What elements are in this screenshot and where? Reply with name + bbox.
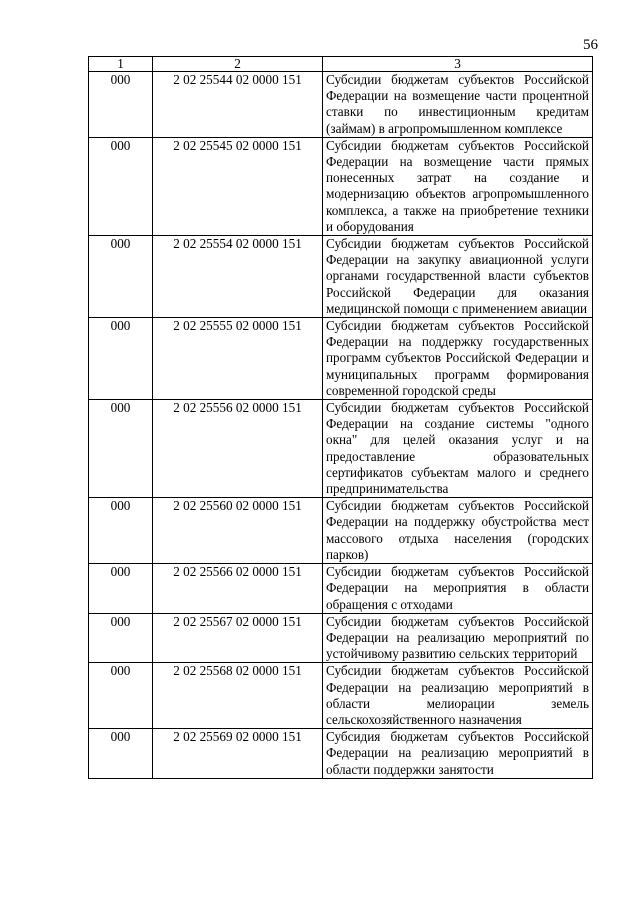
table-row <box>89 498 593 564</box>
budget-classification-table <box>88 56 593 779</box>
column-header-3: 3 <box>323 57 593 72</box>
description-cell: Субсидии бюджетам субъектов Российской Федерации на создание системы "одного окна" для целей оказания услуг и на предоставление образовательных сертификатов субъектам малого и среднего предпринимательства <box>323 400 593 498</box>
admin-code-cell: 000 <box>89 137 153 235</box>
table-row <box>89 663 593 729</box>
admin-code-cell: 000 <box>89 613 153 663</box>
description-cell: Субсидии бюджетам субъектов Российской Федерации на реализацию мероприятий в области мелиорации земель сельскохозяйственного назначения <box>323 663 593 729</box>
description-cell: Субсидия бюджетам субъектов Российской Федерации на реализацию мероприятий в области поддержки занятости <box>323 729 593 779</box>
income-code-cell: 2 02 25555 02 0000 151 <box>153 318 323 400</box>
table-header <box>89 57 593 72</box>
income-code-cell: 2 02 25568 02 0000 151 <box>153 663 323 729</box>
income-code-cell: 2 02 25560 02 0000 151 <box>153 498 323 564</box>
admin-code-cell: 000 <box>89 400 153 498</box>
table-row <box>89 729 593 779</box>
table-row <box>89 137 593 235</box>
description-cell: Субсидии бюджетам субъектов Российской Федерации на поддержку обустройства мест массового отдыха населения (городских парков) <box>323 498 593 564</box>
admin-code-cell: 000 <box>89 236 153 318</box>
admin-code-cell: 000 <box>89 663 153 729</box>
income-code-cell: 2 02 25556 02 0000 151 <box>153 400 323 498</box>
admin-code-cell: 000 <box>89 498 153 564</box>
income-code-cell: 2 02 25567 02 0000 151 <box>153 613 323 663</box>
admin-code-cell: 000 <box>89 729 153 779</box>
income-code-cell: 2 02 25566 02 0000 151 <box>153 564 323 614</box>
description-cell: Субсидии бюджетам субъектов Российской Федерации на возмещение части прямых понесенных затрат на создание и модернизацию объектов агропромышленного комплекса, а также на приобретение техники и оборудования <box>323 137 593 235</box>
description-cell: Субсидии бюджетам субъектов Российской Федерации на мероприятия в области обращения с отходами <box>323 564 593 614</box>
header-row <box>89 57 593 72</box>
admin-code-cell: 000 <box>89 318 153 400</box>
table-row <box>89 400 593 498</box>
table-row <box>89 564 593 614</box>
description-cell: Субсидии бюджетам субъектов Российской Федерации на закупку авиационной услуги органами государственной власти субъектов Российской Федерации для оказания медицинской помощи с применением авиации <box>323 236 593 318</box>
income-code-cell: 2 02 25545 02 0000 151 <box>153 137 323 235</box>
column-header-1: 1 <box>89 57 153 72</box>
page-number: 56 <box>583 37 598 53</box>
income-code-cell: 2 02 25544 02 0000 151 <box>153 72 323 138</box>
income-code-cell: 2 02 25554 02 0000 151 <box>153 236 323 318</box>
table-row <box>89 236 593 318</box>
admin-code-cell: 000 <box>89 72 153 138</box>
income-code-cell: 2 02 25569 02 0000 151 <box>153 729 323 779</box>
table-row <box>89 613 593 663</box>
description-cell: Субсидии бюджетам субъектов Российской Федерации на возмещение части процентной ставки по инвестиционным кредитам (займам) в агропромышленном комплексе <box>323 72 593 138</box>
description-cell: Субсидии бюджетам субъектов Российской Федерации на поддержку государственных программ субъектов Российской Федерации и муниципальных программ формирования современной городской среды <box>323 318 593 400</box>
admin-code-cell: 000 <box>89 564 153 614</box>
table-body <box>89 72 593 779</box>
table-row <box>89 318 593 400</box>
table-row <box>89 72 593 138</box>
description-cell: Субсидии бюджетам субъектов Российской Федерации на реализацию мероприятий по устойчивому развитию сельских территорий <box>323 613 593 663</box>
column-header-2: 2 <box>153 57 323 72</box>
